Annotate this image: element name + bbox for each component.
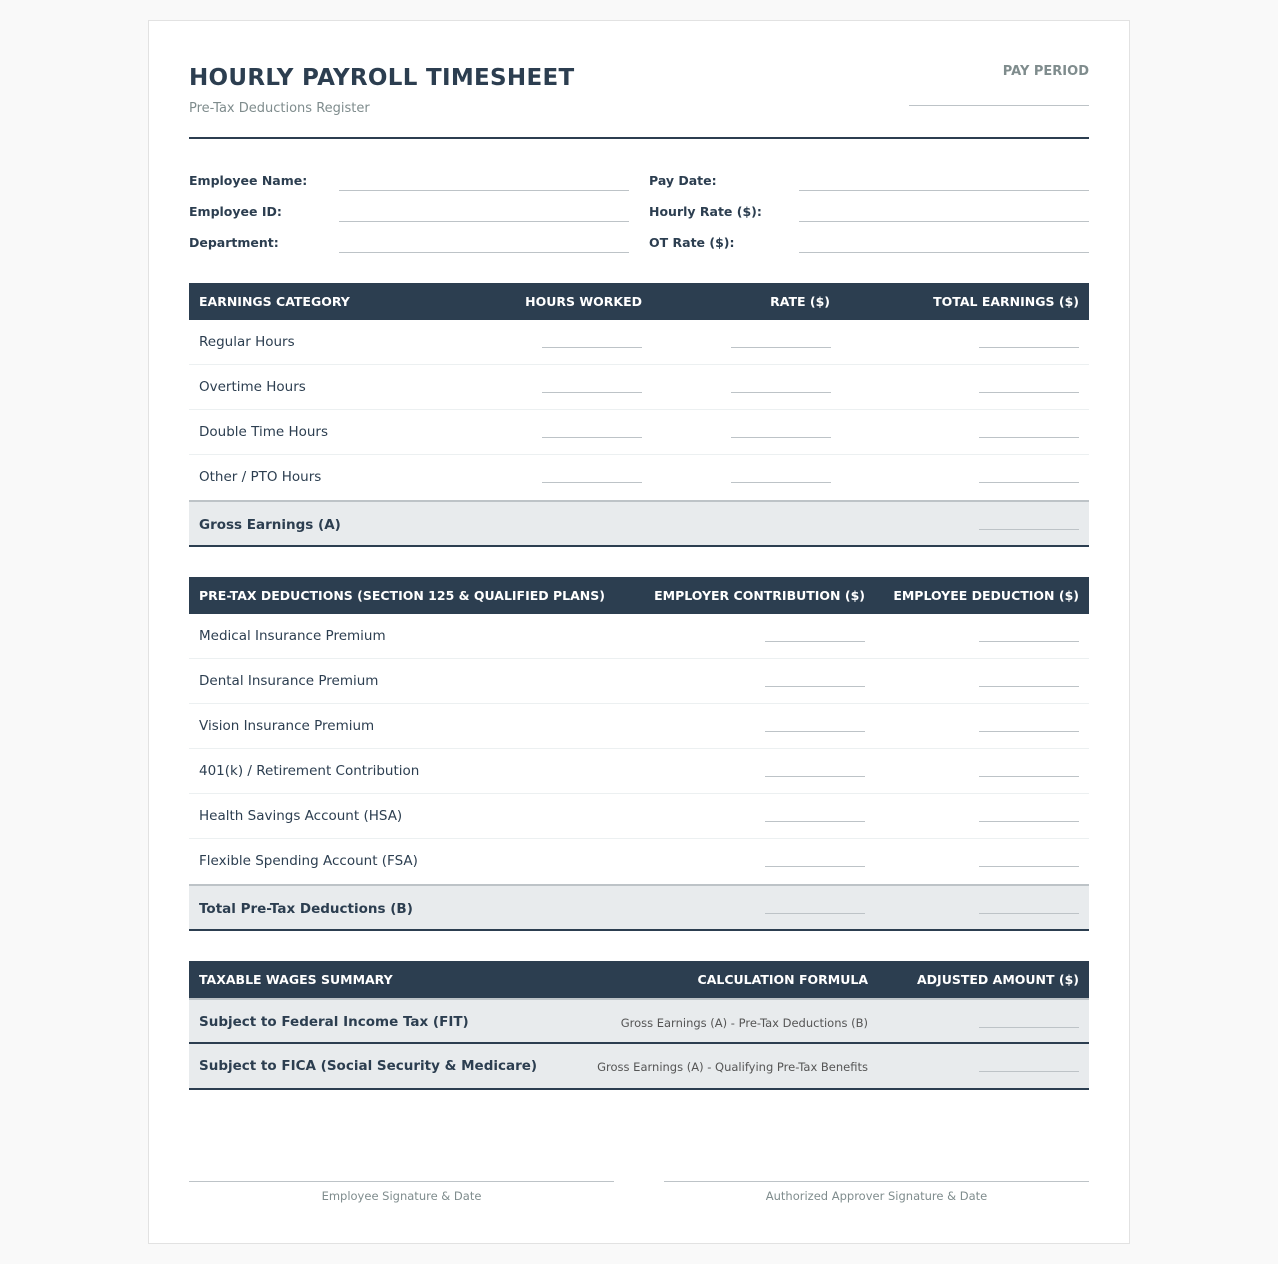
employee-deduction-field[interactable] [979,626,1079,642]
table-row [189,320,1089,365]
summary-label: Subject to Federal Income Tax (FIT) [199,1014,469,1030]
department-label: Department: [189,235,279,250]
approver-signature-line[interactable] [664,1181,1089,1182]
employee-deduction-field[interactable] [979,761,1079,777]
taxable-wages-table [189,961,1089,1090]
employee-id-row [189,202,629,224]
column-header: TAXABLE WAGES SUMMARY [199,972,393,987]
ot-rate-label: OT Rate ($): [649,235,735,250]
rate-field[interactable] [731,377,831,393]
pay-period-field[interactable] [909,105,1089,106]
hours-field[interactable] [542,377,642,393]
employee-deduction-field[interactable] [979,806,1079,822]
deduction-label: Dental Insurance Premium [199,673,379,689]
table-row [189,455,1089,500]
column-header: EARNINGS CATEGORY [199,294,350,309]
page-subtitle: Pre-Tax Deductions Register [189,101,370,116]
hours-field[interactable] [542,332,642,348]
approver-signature-label: Authorized Approver Signature & Date [765,1189,988,1203]
calculation-formula: Gross Earnings (A) - Pre-Tax Deductions (B) [620,1016,868,1030]
total-earnings-field[interactable] [979,377,1079,393]
total-earnings-field[interactable] [979,467,1079,483]
column-header: EMPLOYER CONTRIBUTION ($) [654,588,865,603]
hours-field[interactable] [542,422,642,438]
deductions-table-header [189,577,1089,614]
earnings-category-label: Regular Hours [199,334,295,350]
deductions-table [189,577,1089,931]
employee-id-field[interactable] [339,202,629,222]
employee-signature-block [189,1181,614,1203]
department-field[interactable] [339,233,629,253]
pay-date-row [649,171,1089,193]
employer-contribution-field[interactable] [765,626,865,642]
column-header: CALCULATION FORMULA [697,972,868,987]
employee-signature-label: Employee Signature & Date [321,1189,482,1203]
column-header: RATE ($) [770,294,830,309]
ot-rate-field[interactable] [799,233,1089,253]
employee-name-label: Employee Name: [189,173,308,188]
page-title: HOURLY PAYROLL TIMESHEET [189,65,575,91]
employer-contribution-field[interactable] [765,671,865,687]
column-header: HOURS WORKED [525,294,642,309]
table-row [189,704,1089,749]
employer-contribution-field[interactable] [765,806,865,822]
total-employer-contribution-field[interactable] [765,898,865,914]
deduction-label: Health Savings Account (HSA) [199,808,403,824]
hourly-rate-row [649,202,1089,224]
table-row [189,794,1089,839]
earnings-table-header [189,283,1089,320]
gross-earnings-label: Gross Earnings (A) [199,517,341,533]
deduction-label: 401(k) / Retirement Contribution [199,763,420,779]
employee-deduction-field[interactable] [979,716,1079,732]
table-row [189,410,1089,455]
employee-deduction-field[interactable] [979,671,1079,687]
deduction-label: Flexible Spending Account (FSA) [199,853,418,869]
table-row [189,998,1089,1044]
employee-name-row [189,171,629,193]
hours-field[interactable] [542,467,642,483]
hourly-rate-field[interactable] [799,202,1089,222]
department-row [189,233,629,255]
total-earnings-field[interactable] [979,332,1079,348]
pay-date-field[interactable] [799,171,1089,191]
rate-field[interactable] [731,467,831,483]
employer-contribution-field[interactable] [765,716,865,732]
column-header: ADJUSTED AMOUNT ($) [917,972,1079,987]
header-divider [189,137,1089,139]
earnings-category-label: Other / PTO Hours [199,469,322,485]
ot-rate-row [649,233,1089,255]
timesheet-page [148,20,1130,1244]
adjusted-amount-field[interactable] [979,1056,1079,1072]
column-header: PRE-TAX DEDUCTIONS (SECTION 125 & QUALIFIED PLANS) [199,588,605,603]
total-deductions-row [189,884,1089,931]
earnings-table [189,283,1089,547]
pay-date-label: Pay Date: [649,173,717,188]
column-header: EMPLOYEE DEDUCTION ($) [893,588,1079,603]
table-row [189,659,1089,704]
summary-table-header [189,961,1089,998]
summary-label: Subject to FICA (Social Security & Medicare) [199,1058,538,1074]
pay-period-label: PAY PERIOD [1002,64,1089,79]
employee-name-field[interactable] [339,171,629,191]
table-row [189,614,1089,659]
approver-signature-block [664,1181,1089,1203]
table-row [189,1044,1089,1090]
total-earnings-field[interactable] [979,422,1079,438]
table-row [189,365,1089,410]
employee-signature-line[interactable] [189,1181,614,1182]
employer-contribution-field[interactable] [765,761,865,777]
employee-id-label: Employee ID: [189,204,282,219]
employer-contribution-field[interactable] [765,851,865,867]
gross-earnings-field[interactable] [979,514,1079,530]
rate-field[interactable] [731,422,831,438]
deduction-label: Medical Insurance Premium [199,628,386,644]
rate-field[interactable] [731,332,831,348]
employee-deduction-field[interactable] [979,851,1079,867]
table-row [189,839,1089,884]
deduction-label: Vision Insurance Premium [199,718,375,734]
calculation-formula: Gross Earnings (A) - Qualifying Pre-Tax Benefits [597,1060,868,1074]
gross-earnings-row [189,500,1089,547]
hourly-rate-label: Hourly Rate ($): [649,204,762,219]
total-employee-deduction-field[interactable] [979,898,1079,914]
table-row [189,749,1089,794]
earnings-category-label: Double Time Hours [199,424,329,440]
total-deductions-label: Total Pre-Tax Deductions (B) [199,901,413,917]
adjusted-amount-field[interactable] [979,1012,1079,1028]
earnings-category-label: Overtime Hours [199,379,306,395]
column-header: TOTAL EARNINGS ($) [933,294,1079,309]
